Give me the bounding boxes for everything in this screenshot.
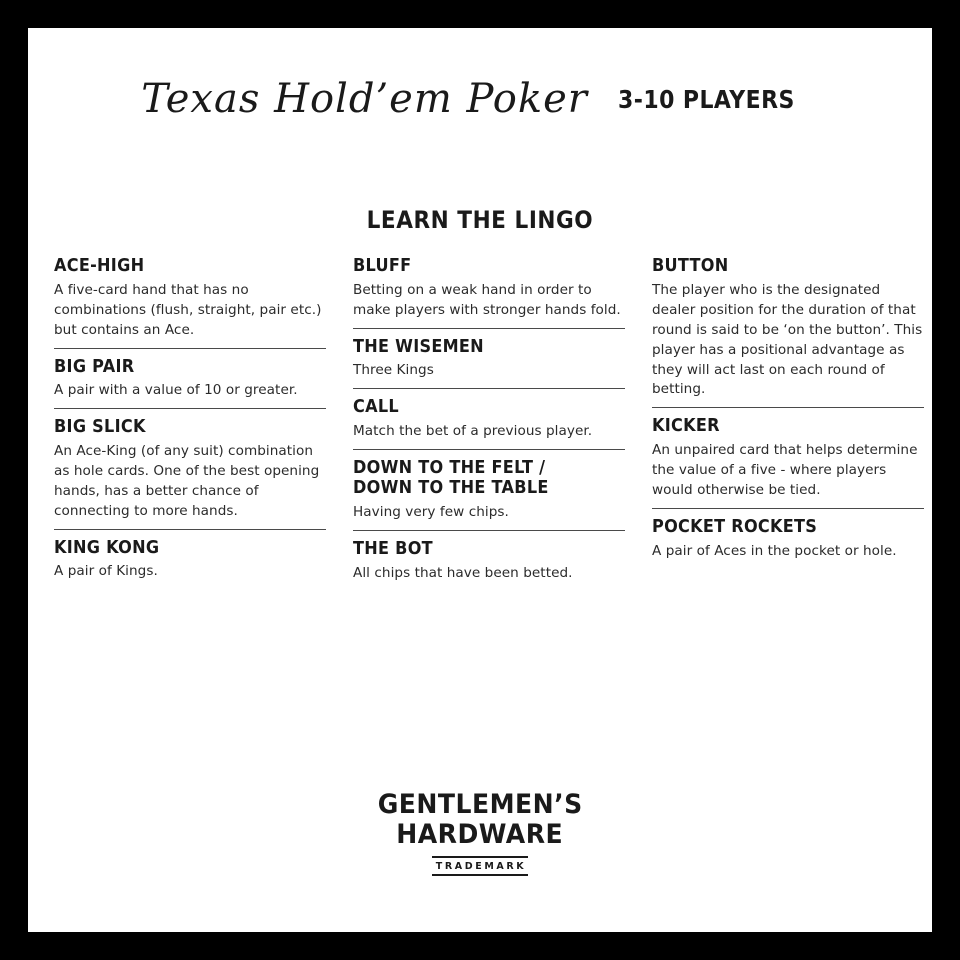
glossary-term-text: KICKER	[652, 416, 720, 437]
brand-name-line-1	[28, 790, 932, 820]
section-heading	[28, 206, 932, 234]
glossary-term	[353, 539, 625, 560]
glossary-entry	[353, 397, 625, 450]
glossary-term	[54, 538, 326, 559]
glossary-definition: A pair of Aces in the pocket or hole.	[652, 542, 897, 559]
glossary-term-text: THE BOT	[353, 539, 433, 560]
glossary-entry	[54, 538, 326, 590]
glossary-definition: A pair with a value of 10 or greater.	[54, 382, 298, 399]
instruction-card	[28, 28, 932, 932]
glossary-definition: An unpaired card that helps determine the value of a five - where players would otherwise be tied.	[652, 442, 918, 499]
glossary-definition: Betting on a weak hand in order to make players with stronger hands fold.	[353, 281, 621, 318]
glossary-entry	[353, 458, 625, 531]
brand-logo	[28, 790, 932, 876]
glossary-term	[353, 256, 625, 277]
brand-name-line-1-text: GENTLEMEN’S	[377, 788, 583, 820]
glossary-definition: A pair of Kings.	[54, 563, 158, 580]
glossary-column-1	[54, 256, 326, 599]
glossary-entry	[54, 256, 326, 349]
glossary-definition: A five-card hand that has no combinations (flush, straight, pair etc.) but contains an Ace.	[54, 281, 322, 338]
glossary-definition: All chips that have been betted.	[353, 564, 573, 581]
page-title: Texas Hold’em Poker	[141, 76, 588, 122]
glossary-term	[652, 256, 924, 277]
glossary-term	[353, 337, 625, 358]
glossary-definition: Match the bet of a previous player.	[353, 422, 593, 439]
glossary-term	[54, 256, 326, 277]
glossary-term-text: KING KONG	[54, 537, 160, 558]
glossary-definition: The player who is the designated dealer position for the duration of that round is said to be ‘on the button’. This player has a positional advantage as they will act last on each round of betting.	[652, 281, 923, 398]
glossary-term-text: BIG PAIR	[54, 356, 135, 377]
glossary-entry	[353, 337, 625, 390]
glossary-term	[652, 416, 924, 437]
glossary-term	[353, 458, 625, 499]
glossary-entry	[652, 517, 924, 569]
glossary-term-text: BIG SLICK	[54, 417, 146, 438]
glossary-entry	[54, 357, 326, 410]
glossary-definition: Having very few chips.	[353, 504, 509, 521]
glossary-entry	[353, 256, 625, 329]
glossary-term-text: CALL	[353, 397, 399, 418]
glossary-term-text: ACE-HIGH	[54, 256, 145, 276]
glossary-definition: Three Kings	[353, 362, 434, 379]
player-count-label: 3-10 PLAYERS	[617, 84, 795, 114]
glossary-term-text: DOWN TO THE FELT / DOWN TO THE TABLE	[353, 457, 549, 499]
trademark-label: TRADEMARK	[432, 856, 528, 876]
glossary-term	[652, 517, 924, 538]
glossary-term-text: POCKET ROCKETS	[652, 517, 818, 537]
glossary-entry	[353, 539, 625, 591]
glossary-term-text: BUTTON	[652, 256, 729, 276]
card-header	[28, 76, 932, 122]
glossary-term-text: BLUFF	[353, 256, 412, 276]
brand-name-line-2	[28, 820, 932, 850]
glossary-entry	[652, 256, 924, 408]
glossary-entry	[54, 417, 326, 530]
glossary-term	[54, 417, 326, 438]
section-heading-text: LEARN THE LINGO	[366, 206, 594, 234]
glossary-column-2	[353, 256, 625, 599]
glossary-term-text: THE WISEMEN	[353, 336, 484, 357]
glossary-definition: An Ace-King (of any suit) combination as hole cards. One of the best opening hands, has a better chance of connecting to more hands.	[54, 442, 320, 519]
glossary-columns	[28, 256, 932, 599]
glossary-entry	[652, 416, 924, 509]
glossary-term	[54, 357, 326, 378]
brand-name-line-2-text: HARDWARE	[396, 818, 564, 850]
glossary-column-3	[652, 256, 924, 599]
glossary-term	[353, 397, 625, 418]
